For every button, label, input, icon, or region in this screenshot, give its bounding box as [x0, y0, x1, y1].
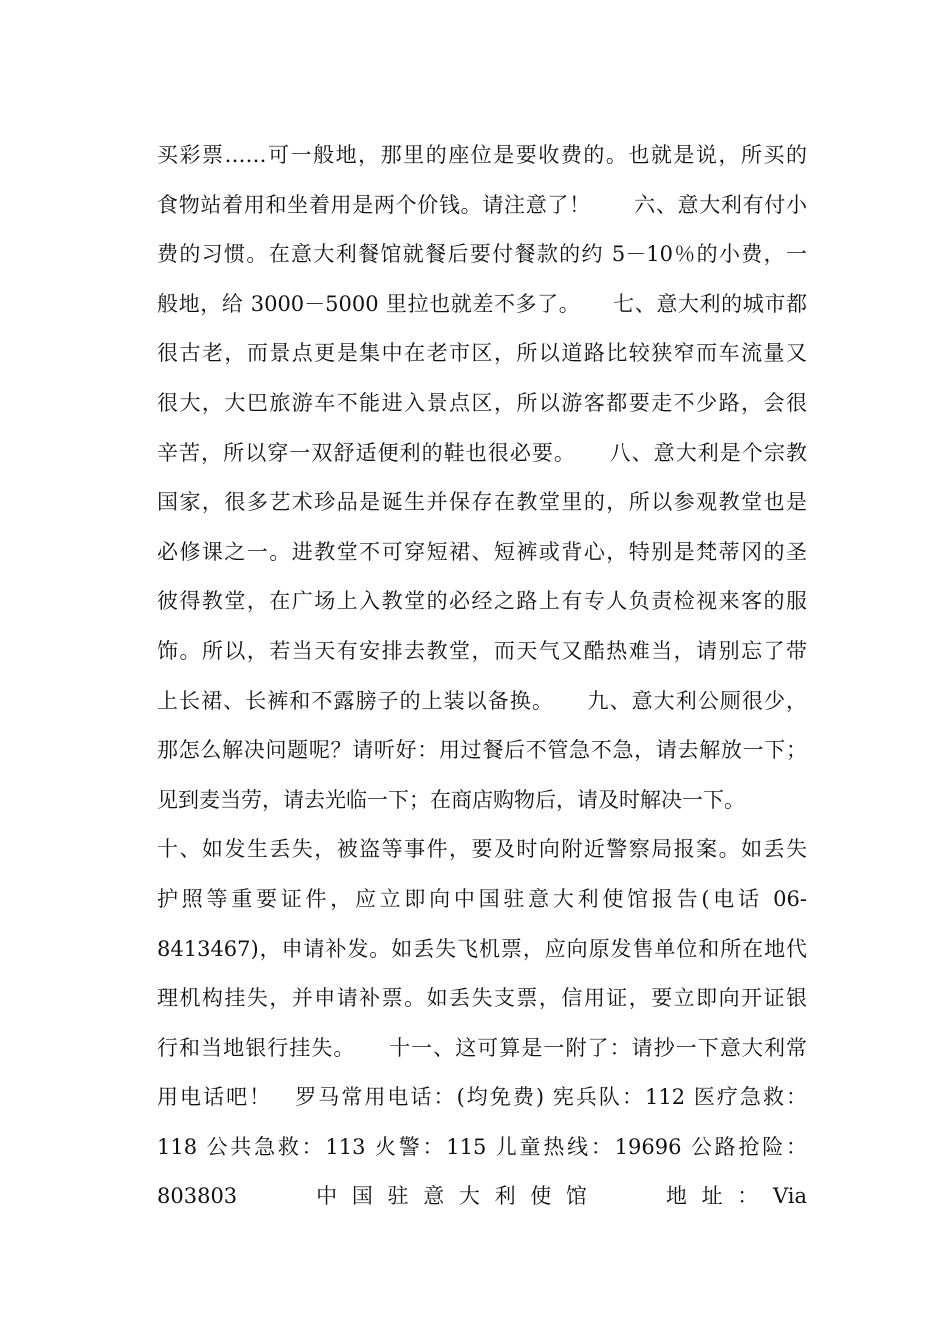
text-line: 118 公共急救：113 火警：115 儿童热线：19696 公路抢险：: [157, 1134, 807, 1159]
text-line: 那怎么解决问题呢？请听好：用过餐后不管急不急，请去解放一下；: [157, 738, 807, 763]
text-line: 食物站着用和坐着用是两个价钱。请注意了！ 六、意大利有付小: [157, 192, 807, 217]
text-line: 见到麦当劳，请去光临一下；在商店购物后，请及时解决一下。: [157, 787, 745, 812]
text-line: 护照等重要证件，应立即向中国驻意大利使馆报告(电话 06-: [157, 886, 807, 911]
text-line: 饰。所以，若当天有安排去教堂，而天气又酷热难当，请别忘了带: [157, 638, 807, 663]
text-line: 803803 中 国 驻 意 大 利 使 馆 地 址 ： Via: [157, 1184, 807, 1209]
text-line: 费的习惯。在意大利餐馆就餐后要付餐款的约 5－10％的小费，一: [157, 242, 807, 267]
text-line: 必修课之一。进教堂不可穿短裙、短裤或背心，特别是梵蒂冈的圣: [157, 539, 807, 564]
text-line: 行和当地银行挂失。 十一、这可算是一附了：请抄一下意大利常: [157, 1035, 807, 1060]
text-line: 很古老，而景点更是集中在老市区，所以道路比较狭窄而车流量又: [157, 341, 807, 366]
text-line: 买彩票……可一般地，那里的座位是要收费的。也就是说，所买的: [157, 143, 807, 167]
text-line: 8413467)，申请补发。如丢失飞机票，应向原发售单位和所在地代: [157, 936, 807, 961]
text-line: 上长裙、长裤和不露膀子的上装以备换。 九、意大利公厕很少，: [157, 688, 807, 713]
text-line: 十、如发生丢失，被盗等事件，要及时向附近警察局报案。如丢失: [157, 837, 807, 862]
document-page: [157, 131, 807, 1222]
text-line: 般地，给 3000－5000 里拉也就差不多了。 七、意大利的城市都: [157, 291, 807, 316]
text-line: 辛苦，所以穿一双舒适便利的鞋也很必要。 八、意大利是个宗教: [157, 440, 807, 465]
text-line: 理机构挂失，并申请补票。如丢失支票，信用证，要立即向开证银: [157, 986, 807, 1011]
text-line: 用电话吧！ 罗马常用电话：(均免费) 宪兵队：112 医疗急救：: [157, 1085, 807, 1110]
text-line: 国家，很多艺术珍品是诞生并保存在教堂里的，所以参观教堂也是: [157, 490, 807, 515]
text-line: 很大，大巴旅游车不能进入景点区，所以游客都要走不少路，会很: [157, 390, 807, 415]
text-line: 彼得教堂，在广场上入教堂的必经之路上有专人负责检视来客的服: [157, 589, 807, 614]
